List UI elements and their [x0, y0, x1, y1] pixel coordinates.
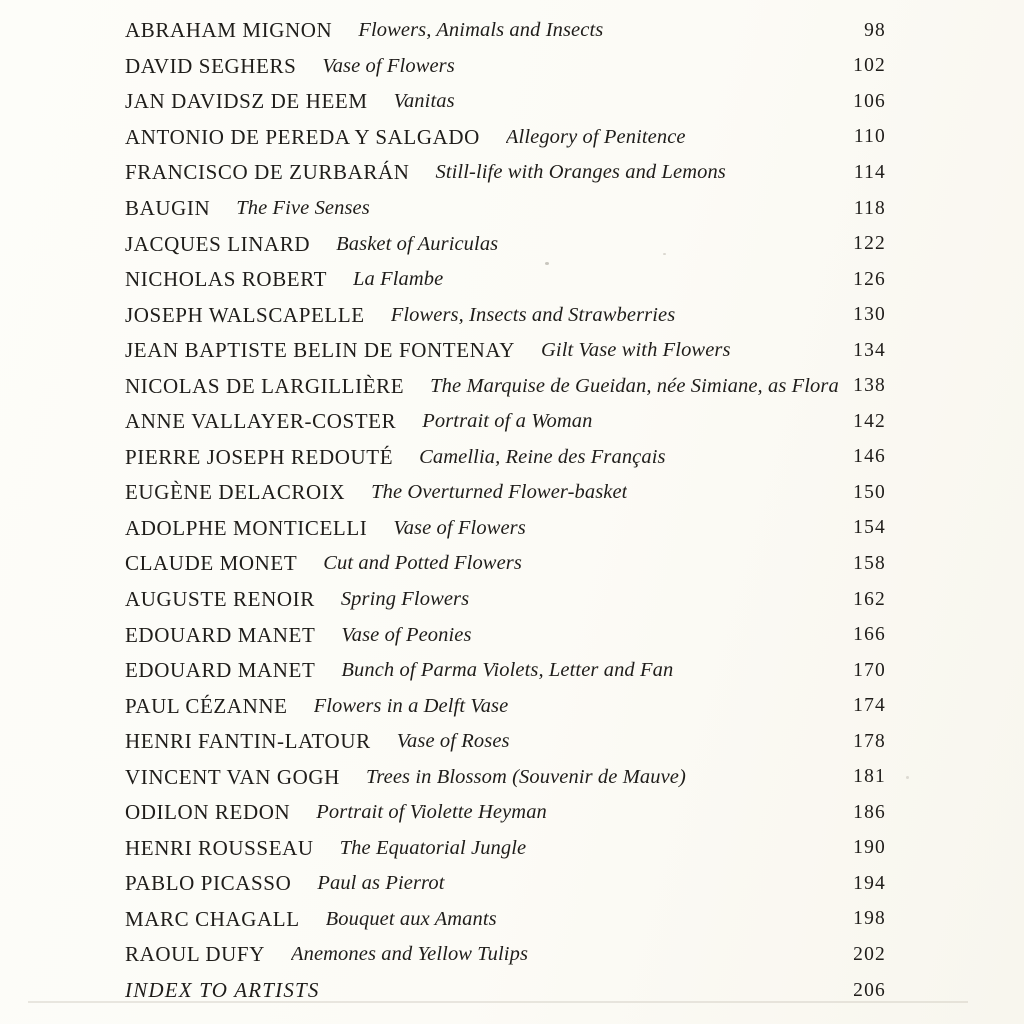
toc-entry	[125, 759, 886, 795]
page-number: 114	[853, 161, 886, 183]
page-number: 166	[853, 624, 886, 646]
toc-entry	[125, 475, 886, 511]
toc-entry	[125, 49, 886, 85]
artwork-title: Portrait of a Woman	[422, 410, 593, 433]
toc-entry	[125, 333, 886, 369]
artist-name: NICOLAS DE LARGILLIÈRE	[125, 373, 405, 398]
toc-entry	[125, 902, 886, 938]
artwork-title: Basket of Auriculas	[336, 232, 499, 255]
artist-name: HENRI ROUSSEAU	[125, 835, 314, 860]
toc-entry	[125, 155, 886, 191]
artist-name: FRANCISCO DE ZURBARÁN	[125, 160, 410, 185]
artist-name: BAUGIN	[125, 196, 211, 220]
artist-name: NICHOLAS ROBERT	[125, 267, 327, 292]
artist-name: JEAN BAPTISTE BELIN DE FONTENAY	[125, 338, 515, 363]
artwork-title: Cut and Potted Flowers	[323, 552, 522, 575]
toc-entry	[125, 617, 886, 653]
toc-entry	[125, 13, 886, 49]
artist-name: AUGUSTE RENOIR	[125, 587, 315, 612]
artwork-title: Still-life with Oranges and Lemons	[435, 161, 726, 184]
scan-shadow-line	[28, 1001, 968, 1003]
page-number: 190	[853, 837, 886, 859]
toc-entry	[125, 120, 886, 156]
artist-name: EDOUARD MANET	[125, 622, 316, 647]
toc-entry	[125, 582, 886, 618]
toc-entry	[125, 653, 886, 689]
toc-entry	[125, 937, 886, 973]
page-number: 138	[853, 375, 886, 397]
page-number: 198	[853, 908, 886, 930]
artwork-title: Vase of Peonies	[341, 623, 472, 646]
toc-entry	[125, 546, 886, 582]
artist-name: JACQUES LINARD	[125, 231, 311, 256]
scan-speckle	[906, 776, 909, 779]
artwork-title: Vase of Flowers	[393, 516, 526, 539]
artwork-title: Vanitas	[393, 90, 455, 113]
artwork-title: Flowers in a Delft Vase	[313, 694, 509, 717]
artwork-title: Vase of Roses	[396, 730, 510, 753]
artist-name: ODILON REDON	[125, 800, 291, 825]
toc-entry	[125, 511, 886, 547]
artist-name: EDOUARD MANET	[125, 658, 316, 683]
artist-name: DAVID SEGHERS	[125, 53, 297, 78]
page-number: 158	[853, 552, 886, 574]
artist-name: PIERRE JOSEPH REDOUTÉ	[125, 444, 394, 469]
artwork-title: Camellia, Reine des Français	[419, 445, 666, 468]
toc-entry	[125, 688, 886, 724]
page-number: 181	[853, 766, 886, 788]
page-number: 146	[853, 446, 886, 468]
toc-entry	[125, 440, 886, 476]
artwork-title: Portrait of Violette Heyman	[316, 801, 547, 824]
artwork-title: Vase of Flowers	[322, 54, 455, 77]
artwork-title: La Flambe	[353, 268, 444, 291]
artwork-title: Allegory of Penitence	[505, 125, 686, 148]
page-number: 150	[853, 481, 886, 503]
page-number: 118	[853, 197, 886, 219]
page-number: 206	[853, 979, 886, 1001]
page-number: 126	[853, 268, 886, 290]
toc-entry	[125, 724, 886, 760]
toc-entry	[125, 191, 886, 227]
toc-entry	[125, 84, 886, 120]
page-number: 142	[853, 410, 886, 432]
artist-name: JOSEPH WALSCAPELLE	[125, 302, 365, 327]
toc-entry	[125, 404, 886, 440]
artwork-title: The Five Senses	[236, 197, 370, 219]
toc-entry	[125, 297, 886, 333]
page-number: 122	[853, 233, 886, 255]
toc-entry	[125, 226, 886, 262]
artist-name: MARC CHAGALL	[125, 906, 300, 931]
page-number: 102	[853, 55, 886, 77]
toc-entry	[125, 368, 886, 404]
artwork-title: Anemones and Yellow Tulips	[290, 943, 529, 966]
artwork-title: The Overturned Flower-basket	[371, 481, 628, 504]
artist-name: JAN DAVIDSZ DE HEEM	[125, 89, 368, 114]
artist-name: VINCENT VAN GOGH	[125, 764, 340, 789]
artist-name: PABLO PICASSO	[125, 871, 292, 896]
toc-entry	[125, 795, 886, 831]
artwork-title: Spring Flowers	[340, 588, 470, 611]
artwork-title: Paul as Pierrot	[317, 872, 445, 895]
scan-speckle	[545, 262, 549, 265]
artwork-title: The Marquise de Gueidan, née Simiane, as Flora	[430, 374, 839, 397]
artist-name: ADOLPHE MONTICELLI	[125, 515, 368, 540]
artwork-title: Gilt Vase with Flowers	[541, 339, 731, 362]
artwork-title: Flowers, Insects and Strawberries	[390, 303, 676, 326]
page-number: 170	[853, 659, 886, 681]
artist-name: HENRI FANTIN-LATOUR	[125, 729, 371, 754]
artwork-title: Bouquet aux Amants	[325, 907, 497, 930]
page-number: 178	[853, 730, 886, 752]
artwork-title: The Equatorial Jungle	[339, 836, 527, 859]
artwork-title: Trees in Blossom (Souvenir de Mauve)	[365, 765, 686, 788]
toc-entry	[125, 866, 886, 902]
page-number: 162	[853, 588, 886, 610]
artist-name: PAUL CÉZANNE	[125, 693, 288, 718]
table-of-contents	[125, 13, 886, 1008]
artist-name: RAOUL DUFY	[125, 942, 265, 967]
page-number: 194	[853, 872, 886, 894]
artist-name: ANNE VALLAYER-COSTER	[125, 409, 397, 434]
artist-name: ANTONIO DE PEREDA Y SALGADO	[125, 124, 480, 149]
page-number: 154	[853, 517, 886, 539]
toc-entry	[125, 831, 886, 867]
artwork-title: Flowers, Animals and Insects	[358, 19, 604, 42]
artist-name: ABRAHAM MIGNON	[125, 18, 333, 43]
page-number: 202	[853, 943, 886, 965]
page-number: 110	[853, 126, 886, 148]
scan-speckle	[663, 253, 666, 255]
page-number: 186	[853, 801, 886, 823]
toc-entry	[125, 262, 886, 298]
page-number: 134	[853, 339, 886, 361]
page-number: 130	[853, 304, 886, 326]
page-number: 98	[864, 19, 886, 41]
page-number: 174	[853, 695, 886, 717]
artist-name: EUGÈNE DELACROIX	[125, 480, 346, 505]
artist-name: CLAUDE MONET	[125, 551, 298, 576]
artist-name: INDEX TO ARTISTS	[125, 978, 320, 1003]
artwork-title: Bunch of Parma Violets, Letter and Fan	[341, 659, 674, 682]
page-number: 106	[853, 90, 886, 112]
